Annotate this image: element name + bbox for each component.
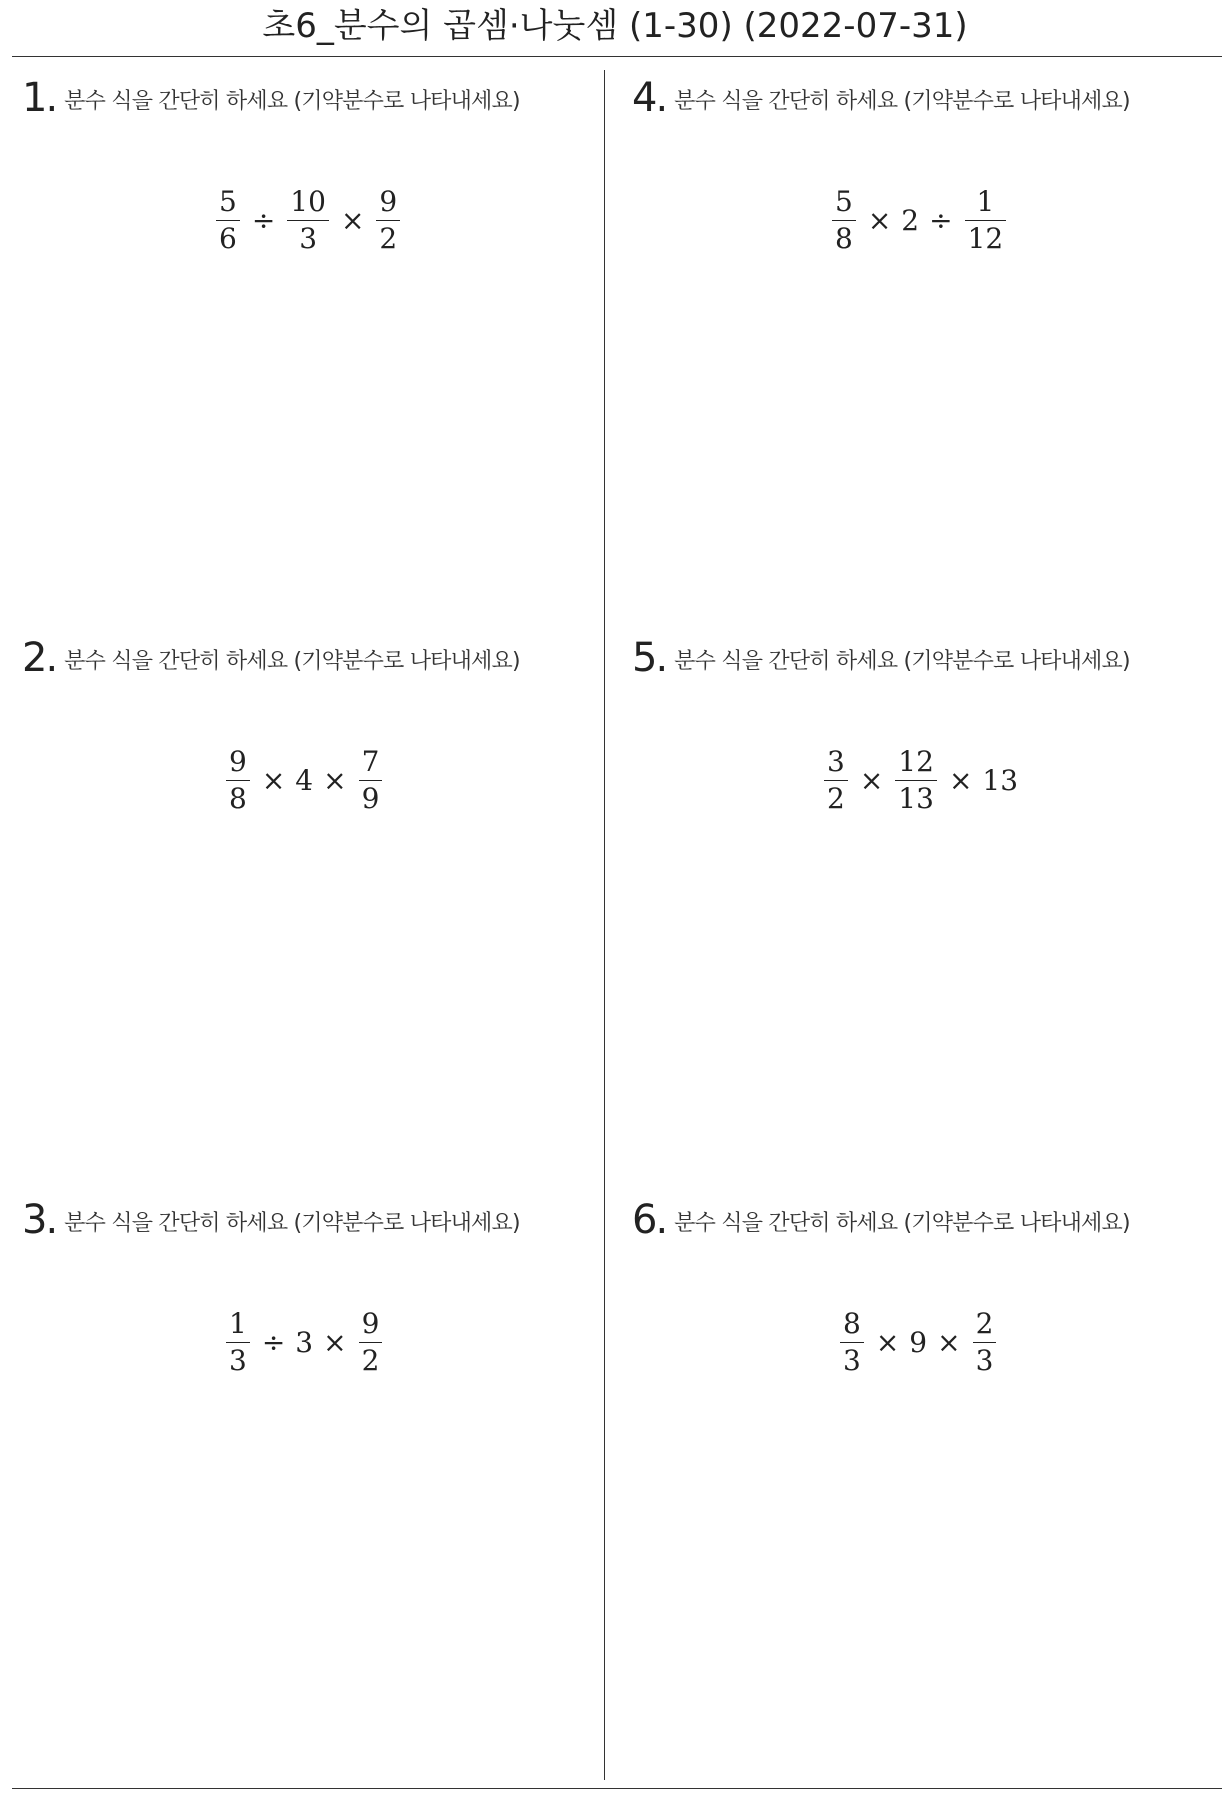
problem-4 (632, 74, 1192, 574)
operator: ÷ (261, 1325, 286, 1359)
numerator: 3 (827, 745, 845, 778)
operator: × (859, 763, 884, 797)
fraction (216, 184, 240, 257)
math-expression (212, 184, 404, 257)
numerator: 2 (975, 1307, 994, 1340)
denominator: 3 (229, 1344, 247, 1377)
fraction (832, 184, 856, 257)
problem-instruction: 분수 식을 간단히 하세요 (기약분수로 나타내세요) (64, 1211, 520, 1236)
problem-instruction: 분수 식을 간단히 하세요 (기약분수로 나타내세요) (64, 89, 520, 114)
fraction (965, 184, 1007, 257)
denominator: 9 (361, 782, 380, 815)
denominator: 12 (967, 222, 1004, 255)
operator: ÷ (251, 203, 276, 237)
math-expression (222, 744, 386, 817)
denominator: 8 (229, 782, 247, 815)
numerator: 5 (835, 185, 853, 218)
denominator: 3 (843, 1344, 861, 1377)
problem-2 (22, 634, 582, 1134)
problem-number: 2. (22, 635, 57, 681)
denominator: 2 (379, 222, 398, 255)
fraction (359, 1306, 383, 1379)
problem-number: 6. (632, 1197, 667, 1243)
problem-3 (22, 1196, 582, 1696)
integer: 2 (901, 203, 920, 237)
column-divider (604, 70, 605, 1780)
numerator: 1 (976, 185, 995, 218)
denominator: 6 (219, 222, 237, 255)
integer: 9 (909, 1325, 928, 1359)
problem-6 (632, 1196, 1192, 1696)
operator: × (948, 763, 973, 797)
problem-header (22, 74, 520, 122)
problem-instruction: 분수 식을 간단히 하세요 (기약분수로 나타내세요) (674, 1211, 1130, 1236)
denominator: 13 (898, 782, 934, 815)
operator: × (867, 203, 892, 237)
denominator: 3 (299, 222, 318, 255)
fraction (973, 1306, 997, 1379)
problem-5 (632, 634, 1192, 1134)
problem-header (632, 634, 1130, 682)
problem-instruction: 분수 식을 간단히 하세요 (기약분수로 나타내세요) (64, 649, 520, 674)
numerator: 1 (229, 1307, 247, 1340)
problem-header (22, 1196, 520, 1244)
fraction (895, 744, 937, 817)
math-expression (222, 1306, 386, 1379)
page-title: 초6_분수의 곱셈·나눗셈 (1-30) (2022-07-31) (262, 6, 968, 46)
math-expression (820, 744, 1020, 817)
operator: × (261, 763, 286, 797)
operator: × (323, 1325, 347, 1359)
denominator: 8 (835, 222, 853, 255)
problem-header (632, 1196, 1130, 1244)
numerator: 9 (229, 745, 247, 778)
operator: × (340, 203, 365, 237)
operator: ÷ (929, 203, 953, 237)
operator: × (875, 1325, 900, 1359)
math-expression (828, 184, 1010, 257)
fraction (376, 184, 400, 257)
top-rule (12, 56, 1222, 57)
denominator: 3 (975, 1344, 994, 1377)
problem-instruction: 분수 식을 간단히 하세요 (기약분수로 나타내세요) (674, 649, 1130, 674)
numerator: 9 (361, 1307, 380, 1340)
fraction (824, 744, 848, 817)
operator: × (937, 1325, 961, 1359)
fraction (226, 1306, 250, 1379)
numerator: 12 (898, 745, 934, 778)
problem-header (632, 74, 1130, 122)
numerator: 7 (361, 745, 380, 778)
bottom-rule (12, 1788, 1222, 1789)
fraction (840, 1306, 864, 1379)
numerator: 5 (219, 185, 237, 218)
fraction (287, 184, 329, 257)
numerator: 10 (290, 185, 326, 218)
problem-number: 4. (632, 75, 667, 121)
problem-1 (22, 74, 582, 574)
problem-header (22, 634, 520, 682)
problem-number: 3. (22, 1197, 57, 1243)
numerator: 9 (379, 185, 398, 218)
integer: 3 (295, 1325, 314, 1359)
fraction (359, 744, 383, 817)
denominator: 2 (827, 782, 845, 815)
problem-number: 5. (632, 635, 667, 681)
fraction (226, 744, 250, 817)
numerator: 8 (843, 1307, 861, 1340)
math-expression (836, 1306, 1000, 1379)
operator: × (323, 763, 347, 797)
integer: 13 (982, 763, 1019, 797)
integer: 4 (295, 763, 314, 797)
denominator: 2 (361, 1344, 380, 1377)
problem-number: 1. (22, 75, 57, 121)
problem-instruction: 분수 식을 간단히 하세요 (기약분수로 나타내세요) (674, 89, 1130, 114)
